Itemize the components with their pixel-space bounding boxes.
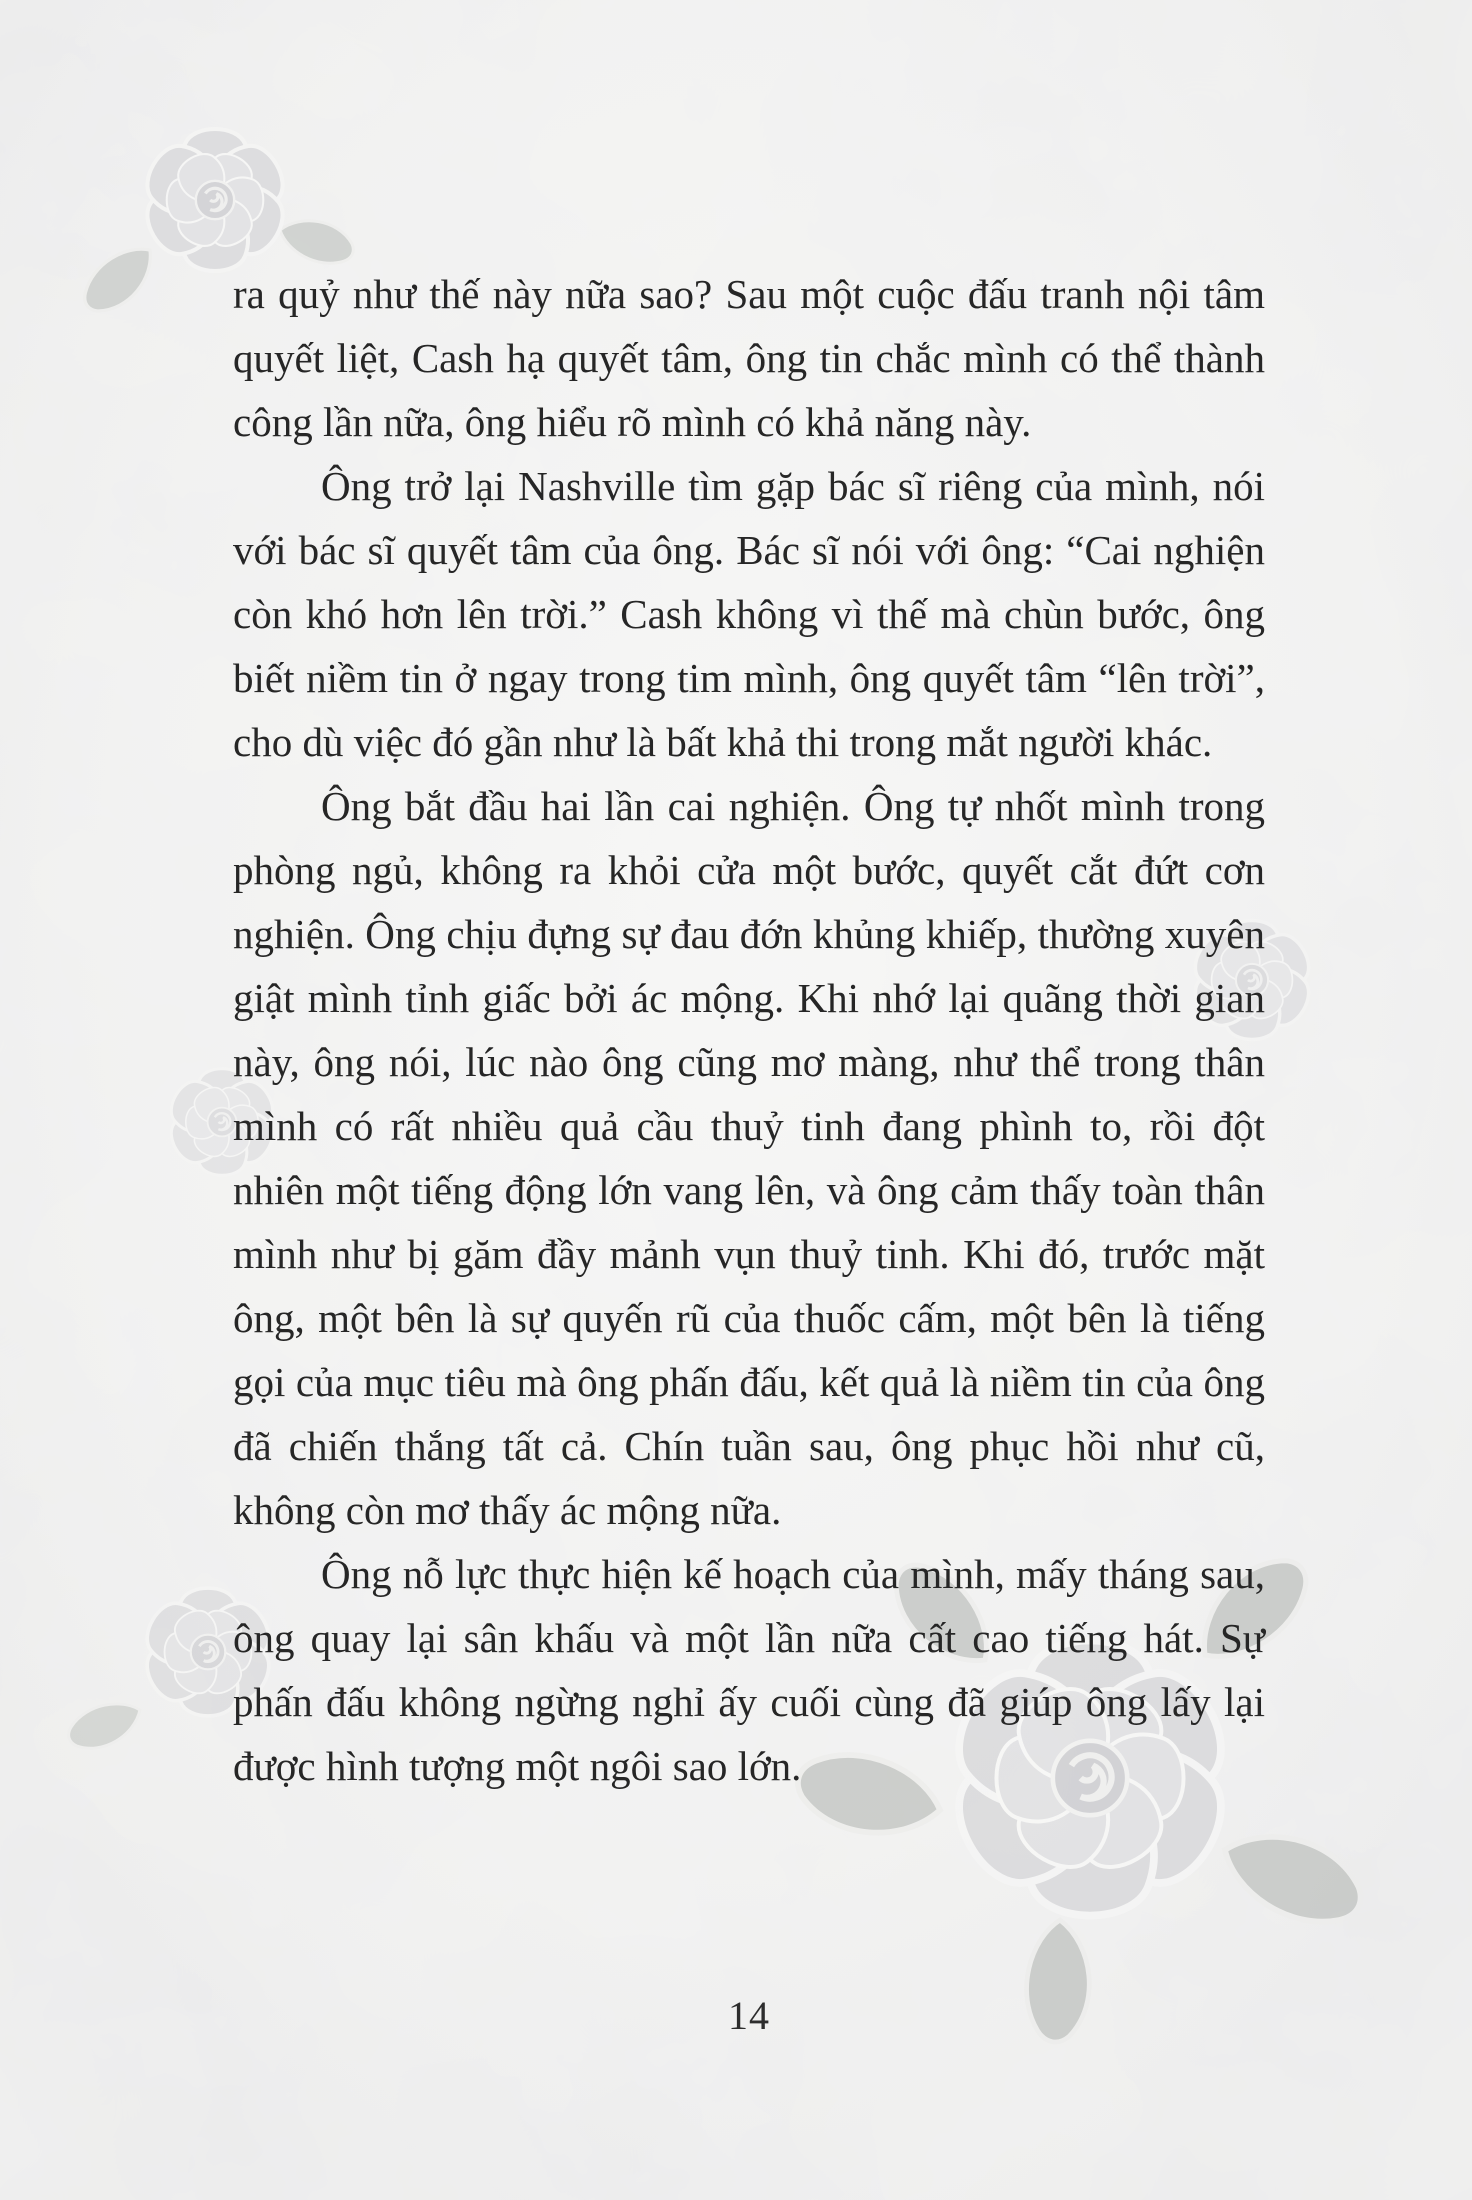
page-number: 14 <box>728 1993 770 2038</box>
paragraph-4: Ông nỗ lực thực hiện kế hoạch của mình, mấy tháng sau, ông quay lại sân khấu và một lần nữa cất cao tiếng hát. Sự phấn đấu không ngừng nghỉ ấy cuối cùng đã giúp ông lấy lại được hình tượng một ngôi sao lớn. <box>233 1551 1265 1789</box>
paragraph-3: Ông bắt đầu hai lần cai nghiện. Ông tự nhốt mình trong phòng ngủ, không ra khỏi cửa một bước, quyết cắt đứt cơn nghiện. Ông chịu đựng sự đau đớn khủng khiếp, thường xuyên giật mình tỉnh giấc bởi ác mộng. Khi nhớ lại quãng thời gian này, ông nói, lúc nào ông cũng mơ màng, như thể trong thân mình có rất nhiều quả cầu thuỷ tinh đang phình to, rồi đột nhiên một tiếng động lớn vang lên, và ông cảm thấy toàn thân mình như bị găm đầy mảnh vụn thuỷ tinh. Khi đó, trước mặt ông, một bên là sự quyến rũ của thuốc cấm, một bên là tiếng gọi của mục tiêu mà ông phấn đấu, kết quả là niềm tin của ông đã chiến thắng tất cả. Chín tuần sau, ông phục hồi như cũ, không còn mơ thấy ác mộng nữa. <box>233 783 1265 1533</box>
page-text <box>233 262 1265 1798</box>
paragraph-2: Ông trở lại Nashville tìm gặp bác sĩ riêng của mình, nói với bác sĩ quyết tâm của ông. Bác sĩ nói với ông: “Cai nghiện còn khó hơn lên trời.” Cash không vì thế mà chùn bước, ông biết niềm tin ở ngay trong tim mình, ông quyết tâm “lên trời”, cho dù việc đó gần như là bất khả thi trong mắt người khác. <box>233 463 1265 765</box>
paragraph-1: ra quỷ như thế này nữa sao? Sau một cuộc đấu tranh nội tâm quyết liệt, Cash hạ quyết tâm, ông tin chắc mình có thể thành công lần nữa, ông hiểu rõ mình có khả năng này. <box>233 271 1265 445</box>
